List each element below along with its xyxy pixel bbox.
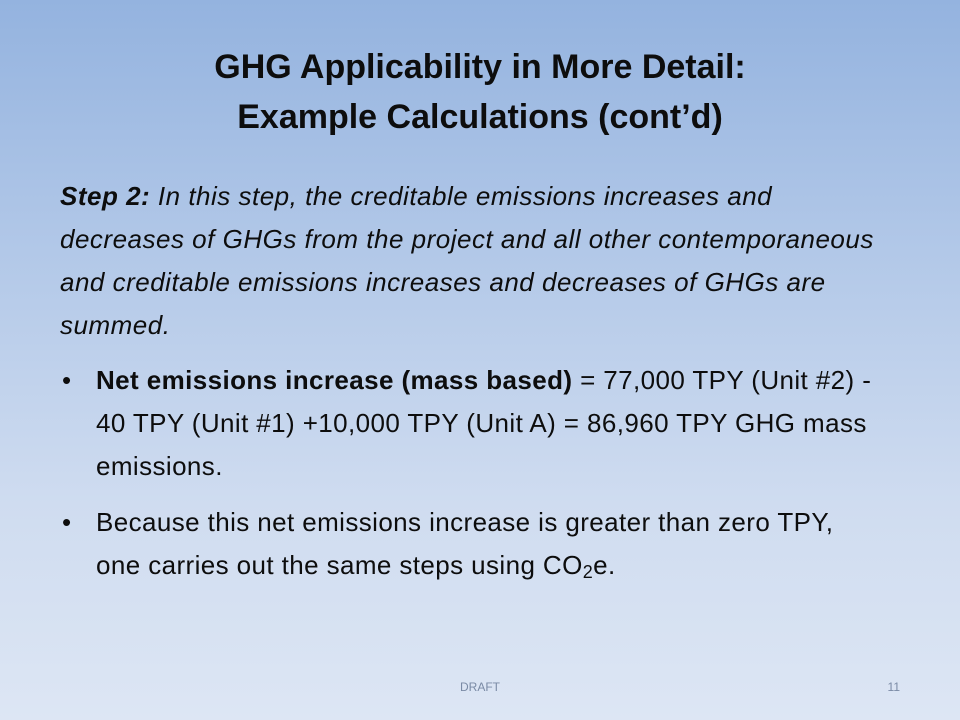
bullet-item xyxy=(60,359,880,488)
bullet-2-end: e. xyxy=(593,550,616,580)
slide-body xyxy=(60,175,880,600)
footer-draft: DRAFT xyxy=(460,680,500,694)
step-text: In this step, the creditable emissions increases and decreases of GHGs from the project and all other contemporaneous and creditable emissions increases and decreases of GHGs are summed. xyxy=(60,181,874,340)
bullet-list xyxy=(60,359,880,587)
step-label: Step 2: xyxy=(60,181,151,211)
bullet-item xyxy=(60,501,880,587)
bullet-2-text: Because this net emissions increase is greater than zero TPY, one carries out the same steps using CO xyxy=(96,507,834,580)
page-number: 11 xyxy=(887,680,900,694)
bullet-1-text: = 77,000 TPY (Unit #2) - 40 TPY (Unit #1) +10,000 TPY (Unit A) = 86,960 TPY GHG mass emissions. xyxy=(96,365,872,481)
bullet-icon: • xyxy=(62,365,72,395)
bullet-icon: • xyxy=(62,507,72,537)
title-line-2: Example Calculations (cont’d) xyxy=(237,98,723,136)
step-paragraph xyxy=(60,175,880,347)
slide-title xyxy=(60,42,900,142)
bullet-2-subscript: 2 xyxy=(582,562,594,582)
title-line-1: GHG Applicability in More Detail: xyxy=(214,48,746,86)
bullet-1-bold: Net emissions increase (mass based) xyxy=(96,365,573,395)
